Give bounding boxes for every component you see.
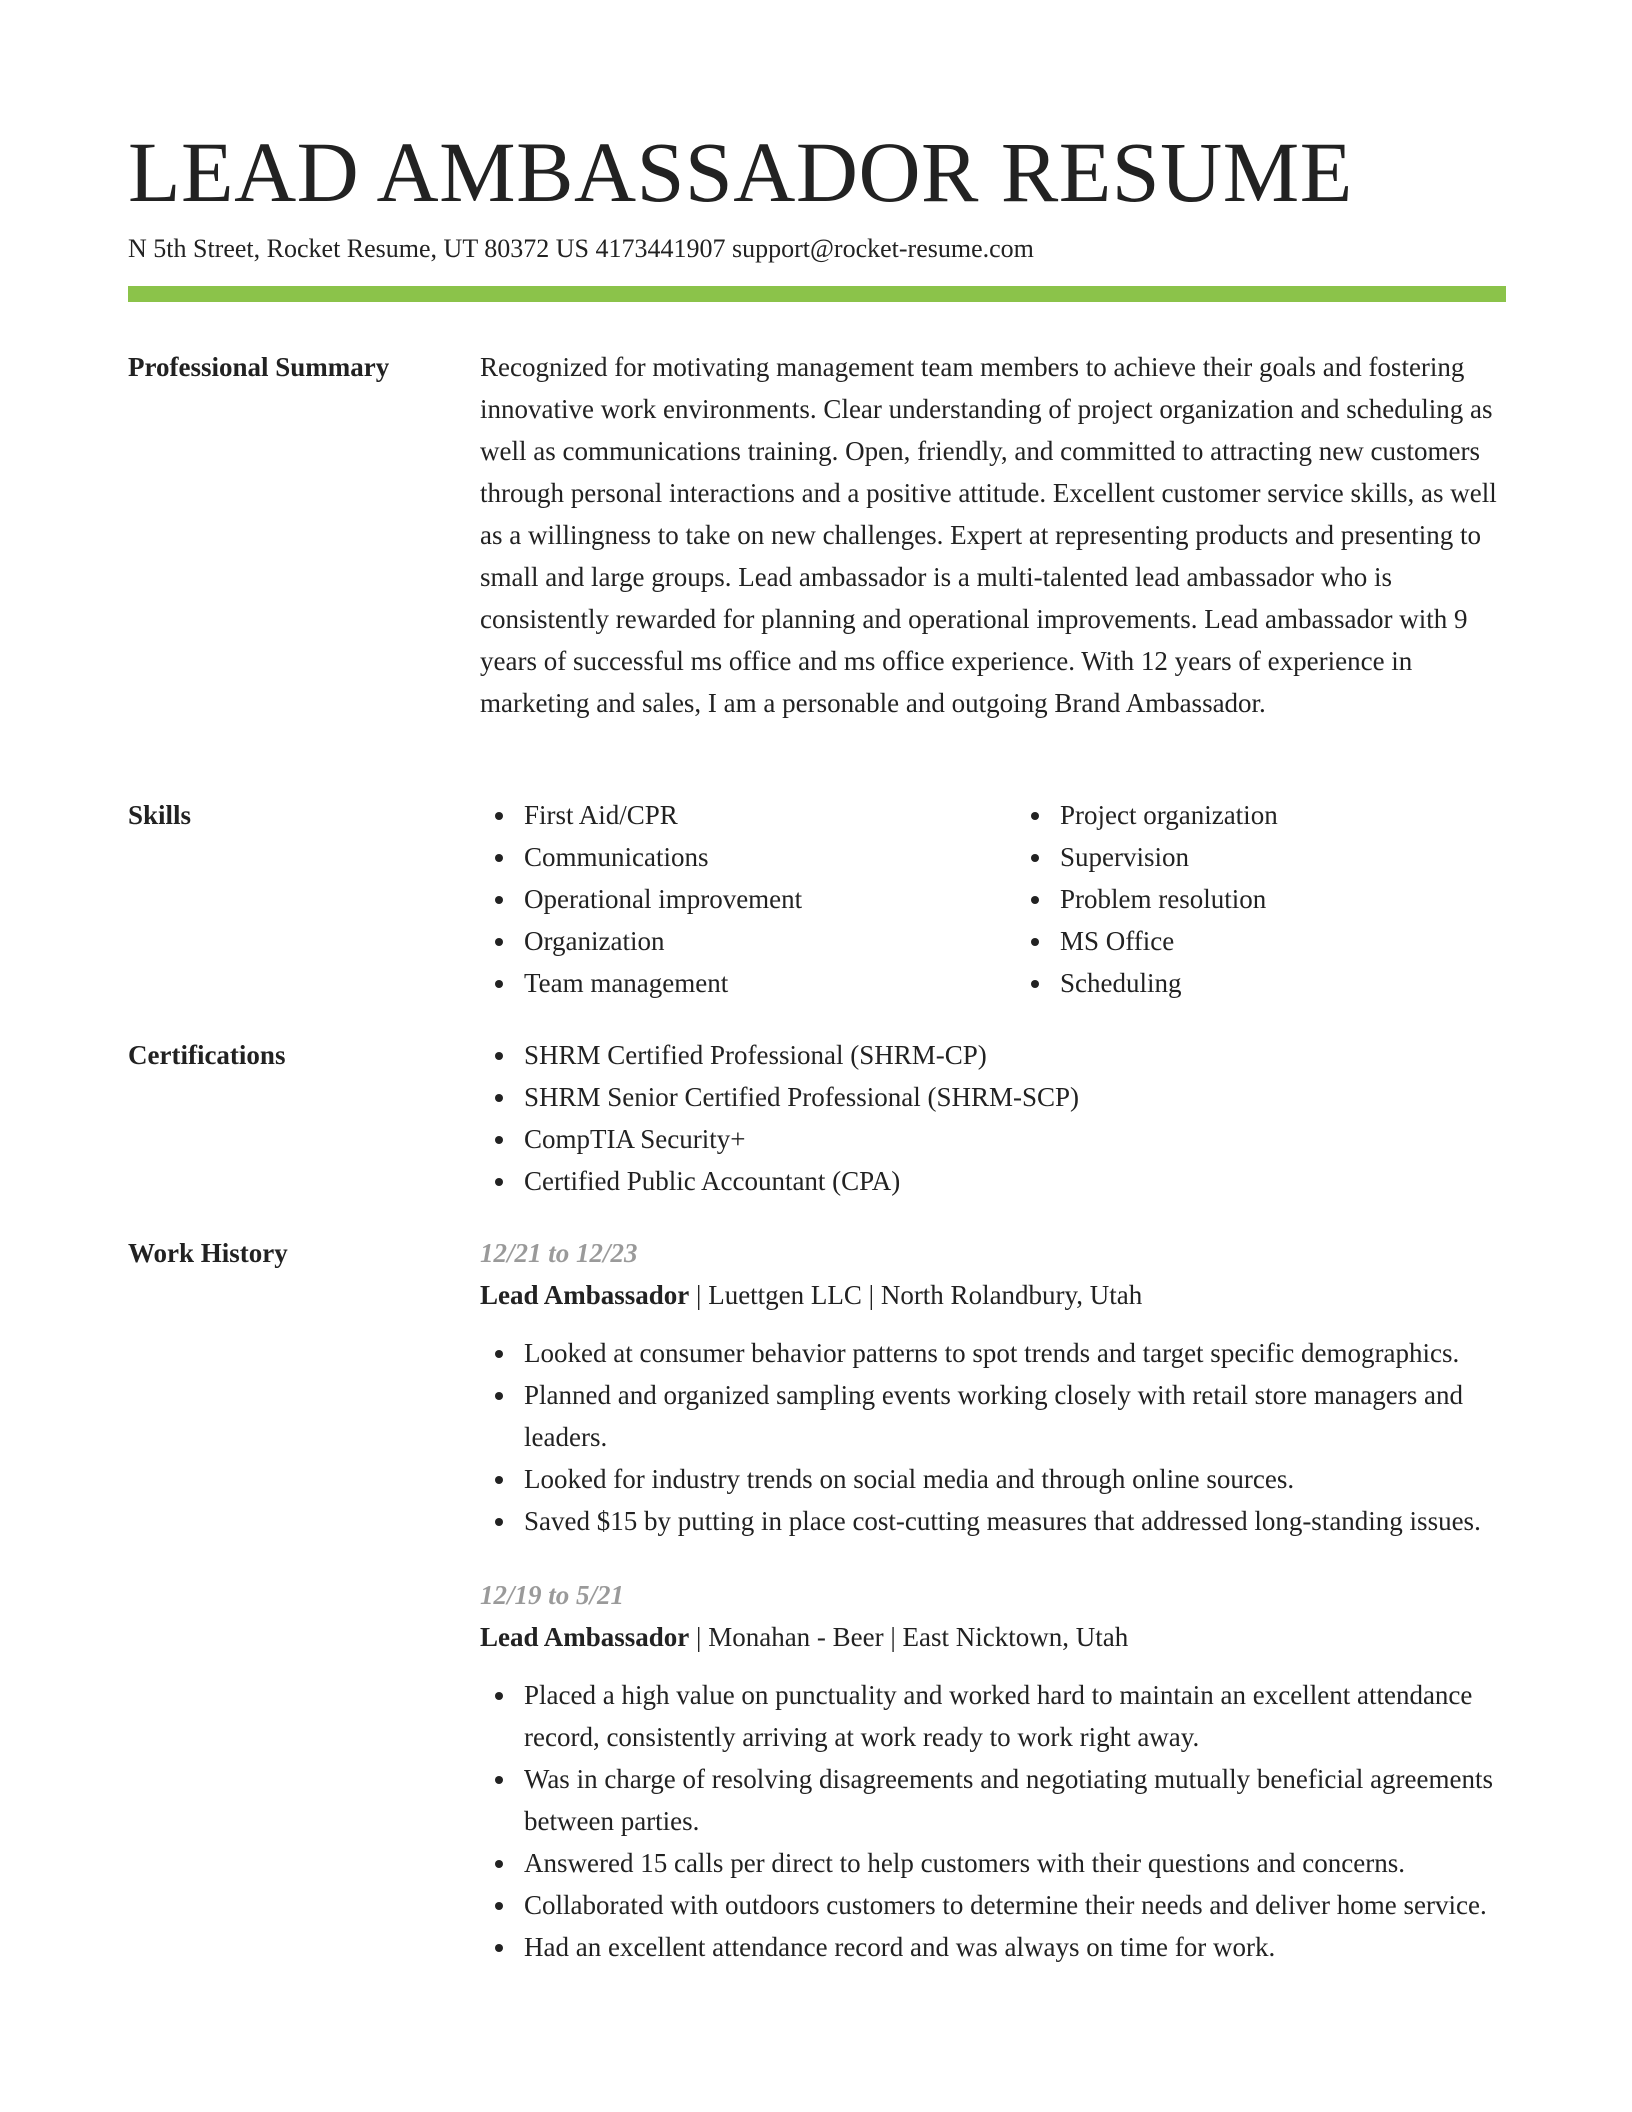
skill-item: Organization — [524, 920, 972, 962]
work-history-heading: Work History — [128, 1238, 288, 1268]
skill-item: Project organization — [1060, 794, 1508, 836]
skills-list-left — [480, 794, 972, 1004]
job-bullet-list — [480, 1332, 1508, 1542]
skill-item: Communications — [524, 836, 972, 878]
skills-heading: Skills — [128, 800, 192, 830]
skill-item: First Aid/CPR — [524, 794, 972, 836]
summary-text: Recognized for motivating management team members to achieve their goals and fostering innovative work environments. Clear understanding of project organization and scheduling as well as communications training. Open, friendly, and committed to attracting new customers through personal interactions and a positive attitude. Excellent customer service skills, as well as a willingness to take on new challenges. Expert at representing products and presenting to small and large groups. Lead ambassador is a multi-talented lead ambassador who is consistently rewarded for planning and operational improvements. Lead ambassador with 9 years of successful ms office and ms office experience. With 12 years of experience in marketing and sales, I am a personable and outgoing Brand Ambassador. — [480, 352, 1497, 718]
job-bullet: Had an excellent attendance record and was always on time for work. — [524, 1926, 1508, 1968]
job-entry — [480, 1232, 1508, 1542]
job-details: | Monahan - Beer | East Nicktown, Utah — [689, 1622, 1129, 1652]
job-bullet: Placed a high value on punctuality and worked hard to maintain an excellent attendance record, consistently arriving at work ready to work right away. — [524, 1674, 1508, 1758]
certification-item: SHRM Certified Professional (SHRM-CP) — [524, 1034, 1508, 1076]
job-header — [480, 1274, 1508, 1316]
job-title: Lead Ambassador — [480, 1622, 690, 1652]
skills-list-right — [1016, 794, 1508, 1004]
work-history-body — [480, 1232, 1508, 1968]
job-entry — [480, 1574, 1508, 1968]
job-bullet: Answered 15 calls per direct to help customers with their questions and concerns. — [524, 1842, 1508, 1884]
job-bullet: Collaborated with outdoors customers to determine their needs and deliver home service. — [524, 1884, 1508, 1926]
job-bullet: Looked at consumer behavior patterns to spot trends and target specific demographics. — [524, 1332, 1508, 1374]
job-title: Lead Ambassador — [480, 1280, 690, 1310]
certification-item: SHRM Senior Certified Professional (SHRM-SCP) — [524, 1076, 1508, 1118]
job-bullet: Planned and organized sampling events working closely with retail store managers and leaders. — [524, 1374, 1508, 1458]
summary-body — [480, 346, 1508, 724]
skill-item: Scheduling — [1060, 962, 1508, 1004]
certification-item: CompTIA Security+ — [524, 1118, 1508, 1160]
skills-columns — [480, 794, 1508, 1004]
job-header — [480, 1616, 1508, 1658]
skill-item: MS Office — [1060, 920, 1508, 962]
job-bullet-list — [480, 1674, 1508, 1968]
certifications-body — [480, 1034, 1508, 1202]
resume-title: LEAD AMBASSADOR RESUME — [128, 124, 1353, 220]
job-details: | Luettgen LLC | North Rolandbury, Utah — [689, 1280, 1143, 1310]
summary-heading: Professional Summary — [128, 352, 390, 382]
job-bullet: Saved $15 by putting in place cost-cutting measures that addressed long-standing issues. — [524, 1500, 1508, 1542]
skill-item: Problem resolution — [1060, 878, 1508, 920]
accent-divider — [128, 286, 1506, 302]
skills-body — [480, 794, 1508, 1004]
certifications-list — [480, 1034, 1508, 1202]
job-bullet: Looked for industry trends on social media and through online sources. — [524, 1458, 1508, 1500]
contact-line: N 5th Street, Rocket Resume, UT 80372 US 4173441907 support@rocket-resume.com — [128, 234, 1034, 263]
skill-item: Team management — [524, 962, 972, 1004]
certification-item: Certified Public Accountant (CPA) — [524, 1160, 1508, 1202]
certifications-heading: Certifications — [128, 1040, 286, 1070]
skill-item: Operational improvement — [524, 878, 972, 920]
skill-item: Supervision — [1060, 836, 1508, 878]
job-bullet: Was in charge of resolving disagreements and negotiating mutually beneficial agreements between parties. — [524, 1758, 1508, 1842]
job-dates: 12/19 to 5/21 — [480, 1580, 625, 1610]
job-dates: 12/21 to 12/23 — [480, 1238, 638, 1268]
